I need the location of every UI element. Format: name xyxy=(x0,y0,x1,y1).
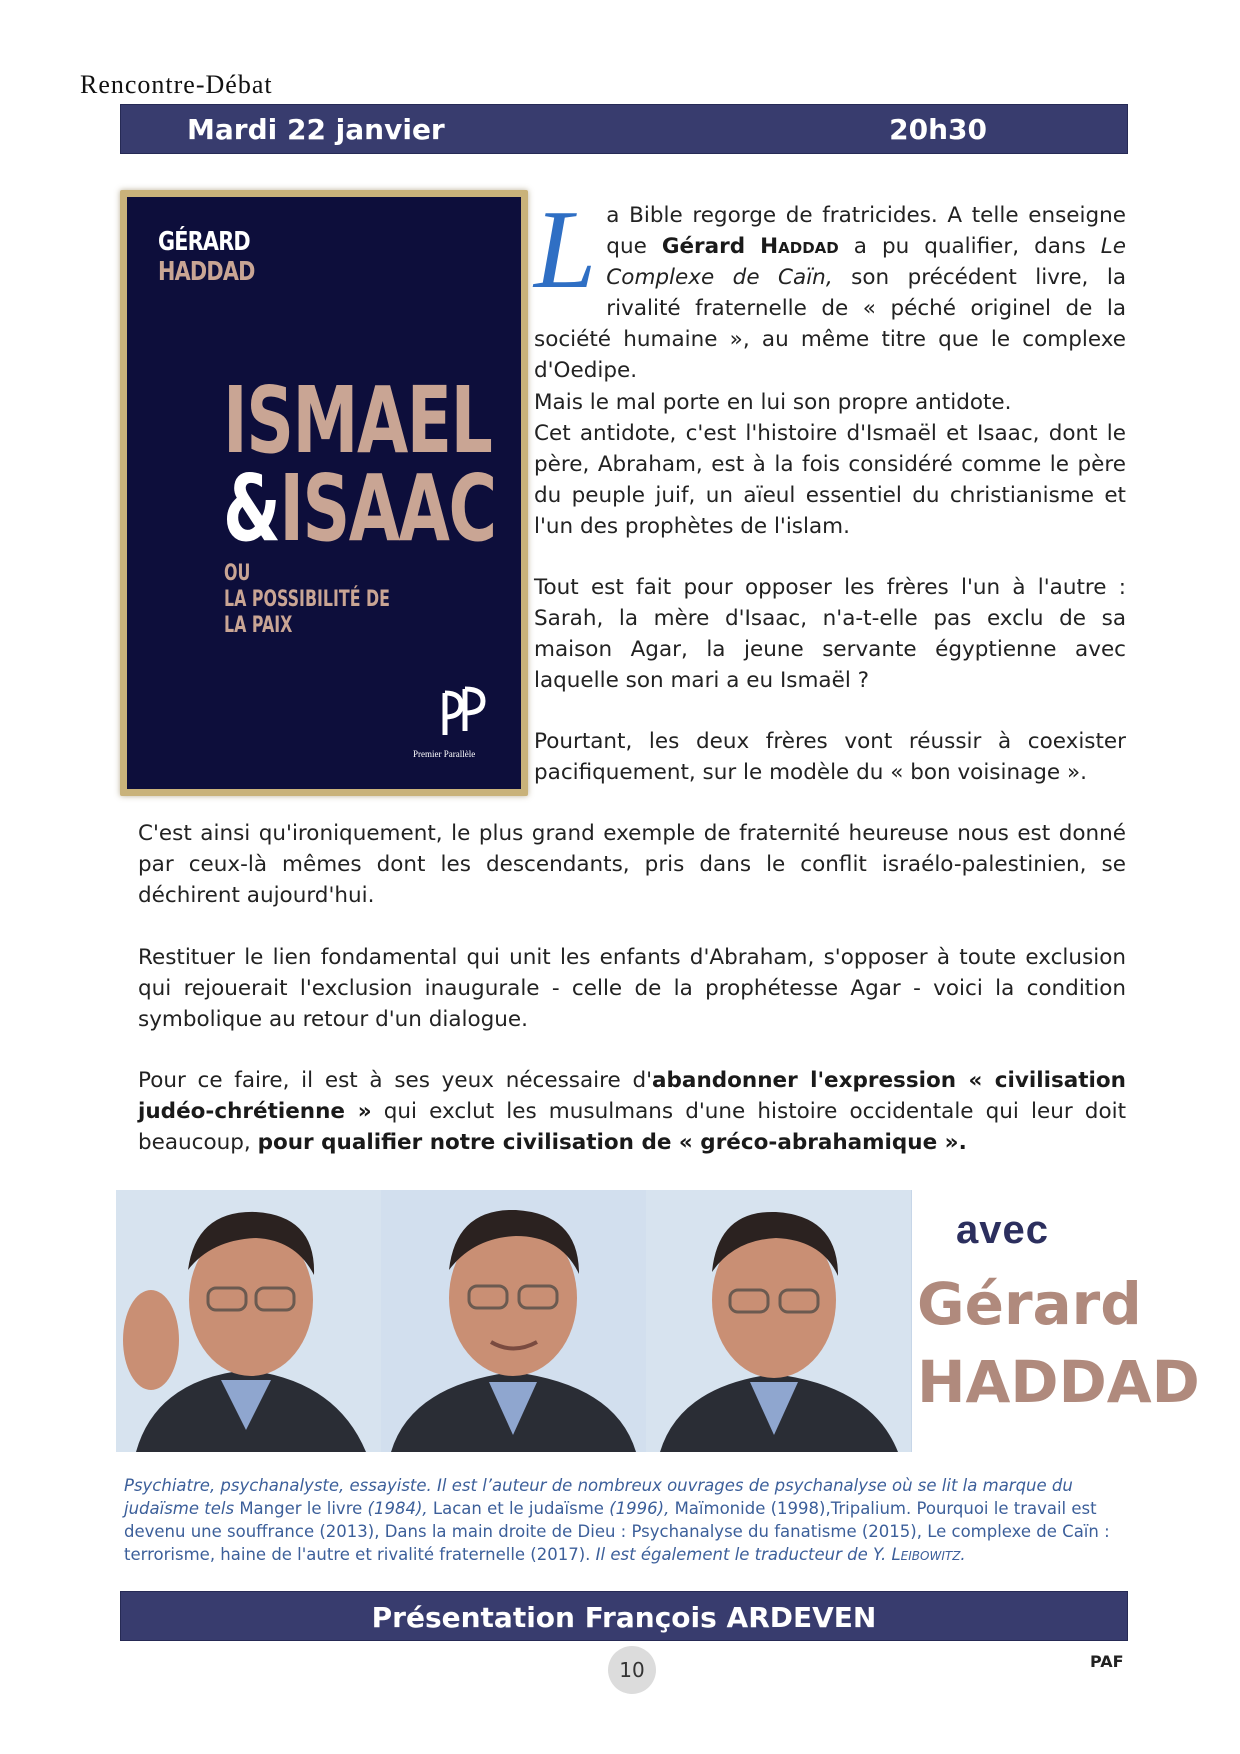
book-title-line1: ISMAEL xyxy=(223,367,492,474)
event-date: Mardi 22 janvier xyxy=(187,113,445,146)
event-date-bar xyxy=(120,104,1128,154)
book-title-line2: ISAAC xyxy=(279,455,496,562)
guest-first-name: Gérard xyxy=(917,1270,1142,1338)
bio-end: . xyxy=(960,1545,966,1564)
paragraph-4: Pourtant, les deux frères vont réussir à coexister pacifiquement, sur le modèle du « bon voisinage ». xyxy=(534,729,1126,785)
book-subtitle-line1: OU xyxy=(224,561,251,586)
book-reference: Le Complexe de Caïn, xyxy=(606,234,1126,290)
p1-text-b: a pu qualifier, dans xyxy=(838,234,1101,259)
bio-intro: Psychiatre, psychanalyste, essayiste. Il est l’auteur de nombreux ouvrages de psychanalyse où se lit la marque du judaïsme tels xyxy=(124,1476,1073,1518)
p1-text-a: a Bible regorge de fratricides. A telle enseigne que xyxy=(606,203,1126,259)
paragraph-3: Tout est fait pour opposer les frères l'un à l'autre : Sarah, la mère d'Isaac, n'a-t-elle pas exclu de sa maison Agar, la jeune servante égyptienne avec laquelle son mari a eu Ismaël ? xyxy=(534,575,1126,693)
p2-line-a: Mais le mal porte en lui son propre antidote. xyxy=(534,390,1012,415)
event-time: 20h30 xyxy=(889,113,987,146)
guest-photos xyxy=(116,1190,912,1452)
bio-year-2: (1996), xyxy=(609,1499,670,1518)
publisher-logo-icon xyxy=(439,685,489,741)
section-label: Rencontre-Débat xyxy=(80,70,273,99)
presenter-bar xyxy=(120,1591,1128,1641)
page-number: 10 xyxy=(608,1646,656,1694)
avec-label: avec xyxy=(956,1208,1049,1252)
presenter-text: Présentation François ARDEVEN xyxy=(371,1601,877,1634)
paragraph-2 xyxy=(534,387,1126,542)
p7-bold-1: abandonner l'expression « civilisation judéo-chrétienne » xyxy=(138,1068,1126,1124)
book-author-first: GÉRARD xyxy=(158,227,250,257)
paragraph-6: Restituer le lien fondamental qui unit les enfants d'Abraham, s'opposer à toute exclusion qui rejouerait l'exclusion inaugurale - celle de la prophétesse Agar - voici la condition symbolique au retour d'un dialogue. xyxy=(138,945,1126,1032)
portrait-icon xyxy=(646,1190,911,1452)
p2-line-b: Cet antidote, c'est l'histoire d'Ismaël et Isaac, dont le père, Abraham, est à la fois considéré comme le père du peuple juif, un aïeul essentiel du christianisme et l'un des prophètes de l'islam. xyxy=(534,421,1126,539)
book-title-ampersand: & xyxy=(223,455,280,562)
book-author xyxy=(158,227,255,287)
portrait-icon xyxy=(116,1190,381,1452)
book-subtitle-line3: LA PAIX xyxy=(224,613,293,638)
drop-cap: L xyxy=(534,188,597,312)
book-author-last: HADDAD xyxy=(158,257,255,287)
author-name-last: Haddad xyxy=(760,234,839,259)
signature: PAF xyxy=(1090,1652,1124,1671)
bio-title-1: Manger le livre xyxy=(234,1499,368,1518)
bio-year-1: (1984), xyxy=(367,1499,428,1518)
bio-title-2: Lacan et le judaïsme xyxy=(427,1499,610,1518)
paragraph-1 xyxy=(534,188,1126,386)
bio-translator: Il est également le traducteur de Y. xyxy=(590,1545,892,1564)
paragraph-5: C'est ainsi qu'ironiquement, le plus grand exemple de fraternité heureuse nous est donné par ceux-là mêmes dont les descendants, pris dans le conflit israélo-palestinien, se déchirent aujourd'hui. xyxy=(138,821,1126,908)
p7-bold-2: pour qualifier notre civilisation de « gréco-abrahamique ». xyxy=(257,1130,967,1155)
book-title xyxy=(223,367,496,562)
bio-translated-author: Leibowitz xyxy=(891,1545,961,1564)
book-cover xyxy=(127,197,521,789)
bio-titles-rest: Maïmonide (1998),Tripalium. Pourquoi le travail est devenu une souffrance (2013), Dans la main droite de Dieu : Psychanalyse du fanatisme (2015), Le complexe de Caïn : terrorisme, haine de l'autre et rivalité fraternelle (2017). xyxy=(124,1499,1110,1564)
portrait-icon xyxy=(381,1190,646,1452)
guest-last-name: HADDAD xyxy=(917,1348,1200,1416)
publisher-name: Premier Parallèle xyxy=(413,749,476,759)
book-subtitle-line2: LA POSSIBILITÉ DE xyxy=(224,587,391,612)
guest-bio xyxy=(124,1474,1134,1566)
p7-text-a: Pour ce faire, il est à ses yeux nécessaire d' xyxy=(138,1068,653,1093)
p1-text-c: son précédent livre, la rivalité fraternelle de « péché originel de la société humaine », au même titre que le complexe d'Oedipe. xyxy=(534,265,1126,383)
paragraph-7 xyxy=(138,1065,1126,1158)
author-name-first: Gérard xyxy=(661,234,746,259)
p7-text-b: qui exclut les musulmans d'une histoire occidentale qui leur doit beaucoup, xyxy=(138,1099,1126,1155)
book-subtitle xyxy=(224,561,390,639)
